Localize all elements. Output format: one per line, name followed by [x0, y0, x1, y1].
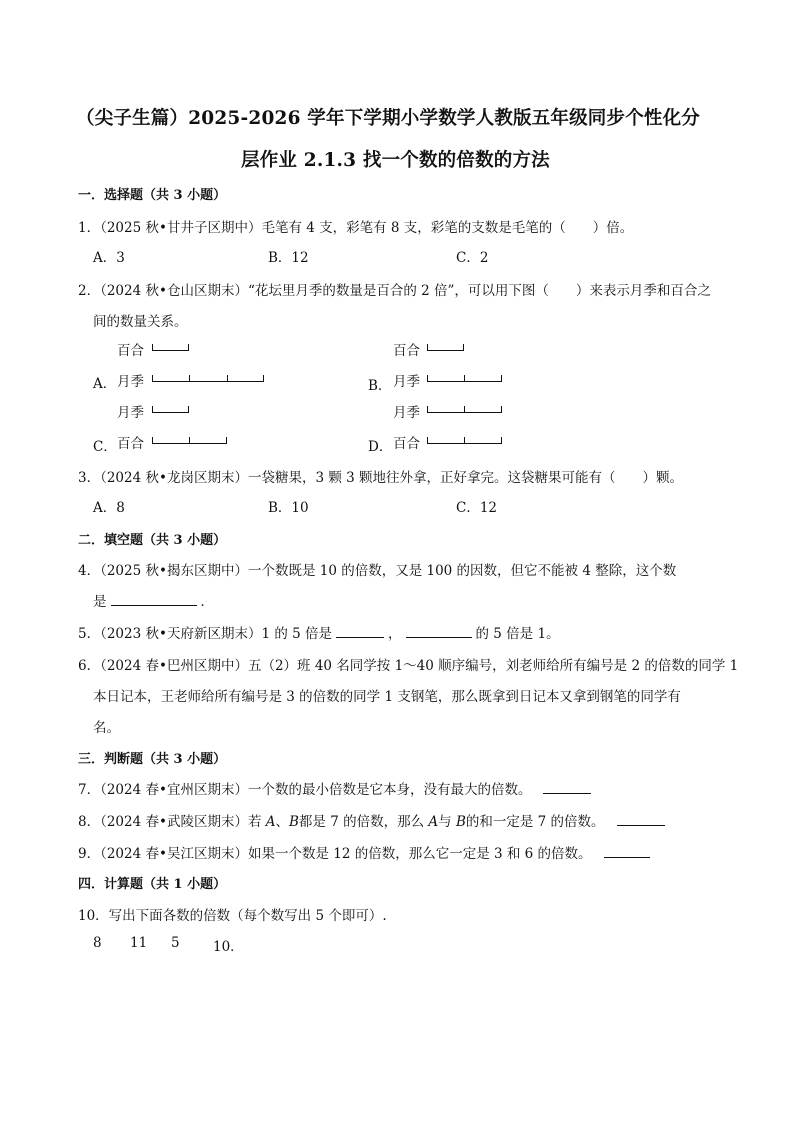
question-5-part2: ， [388, 626, 402, 642]
question-8-part5: 的和一定是 7 的倍数。 [465, 814, 605, 830]
question-6-text-line1: 6．（2024 春•巴州区期中）五（2）班 40 名同学按 1～40 顺序编号，刘老师给所有编号是 2 的倍数的同学 1 [78, 658, 739, 674]
question-6-text-line2: 本日记本，王老师给所有编号是 3 的倍数的同学 1 支钢笔，那么既拿到日记本又拿到钢笔的同学有 [93, 689, 681, 705]
question-2-text-line1: 2．（2024 秋•仓山区期末）“花坛里月季的数量是百合的 2 倍”，可以用下图（ ）来表示月季和百合之 [78, 283, 711, 299]
question-1-option-c: C．2 [456, 250, 489, 266]
option-a-rose-bar [152, 374, 264, 382]
question-8-answer-blank[interactable] [617, 813, 665, 826]
question-2-text-line2: 间的数量关系。 [93, 314, 188, 330]
question-3-option-b: B．10 [268, 500, 309, 516]
question-4-text-line2 [93, 590, 214, 610]
question-8-part4: 与 [438, 814, 456, 830]
option-b-lily-label: 百合 [393, 343, 420, 359]
question-10-text: 10．写出下面各数的倍数（每个数写出 5 个即可）. [78, 908, 387, 924]
option-d-rose-label: 月季 [393, 405, 420, 421]
question-9-statement: 9．（2024 春•吴江区期末）如果一个数是 12 的倍数，那么它一定是 3 和 6 的倍数。 [78, 846, 592, 862]
question-1-option-b: B．12 [268, 250, 309, 266]
option-d-label: D． [368, 439, 393, 455]
question-10-number-3: 5 [171, 935, 180, 951]
option-c-label: C． [93, 439, 117, 455]
option-c-lily-bar [152, 436, 227, 444]
section-heading-judge: 三．判断题（共 3 小题） [78, 752, 227, 767]
question-8-part3: 都是 7 的倍数，那么 [298, 814, 429, 830]
question-9-text [78, 842, 654, 862]
option-c-rose-bar [152, 405, 189, 413]
question-4-text-line1: 4．（2025 秋•揭东区期中）一个数既是 10 的倍数，又是 100 的因数，但它不能被 4 整除，这个数 [78, 563, 677, 579]
question-4-answer-blank[interactable] [111, 593, 197, 606]
question-3-option-a: A．8 [93, 500, 125, 516]
option-d-lily-label: 百合 [393, 436, 420, 452]
option-a-label: A． [93, 376, 117, 392]
question-8-part2: 、 [275, 814, 289, 830]
question-3-option-c: C．12 [456, 500, 498, 516]
question-8-part1: 8．（2024 春•武陵区期末）若 [78, 814, 266, 830]
question-10-number-4: 10． [213, 939, 244, 955]
question-7-answer-blank[interactable] [543, 781, 591, 794]
question-5-text [78, 622, 560, 642]
question-5-part3: 的 5 倍是 1。 [475, 626, 560, 642]
variable-b-2: B [455, 814, 466, 830]
question-7-statement: 7．（2024 春•宜州区期末）一个数的最小倍数是它本身，没有最大的倍数。 [78, 782, 532, 798]
variable-a: A [265, 814, 276, 830]
option-c-rose-label: 月季 [117, 405, 144, 421]
question-1-text: 1．（2025 秋•甘井子区期中）毛笔有 4 支，彩笔有 8 支，彩笔的支数是毛笔的（ ）倍。 [78, 220, 634, 236]
option-d-rose-bar [427, 405, 502, 413]
option-b-rose-label: 月季 [393, 374, 420, 390]
question-1-option-a: A．3 [93, 250, 125, 266]
question-4-prefix: 是 [93, 594, 107, 610]
question-8-text [78, 810, 669, 830]
option-a-lily-bar [152, 343, 189, 351]
option-a-rose-label: 月季 [117, 374, 144, 390]
variable-b: B [289, 814, 299, 830]
page-title-line1: （尖子生篇）2025-2026 学年下学期小学数学人教版五年级同步个性化分 [76, 108, 700, 129]
question-9-answer-blank[interactable] [604, 845, 650, 858]
question-10-number-2: 11 [130, 935, 148, 951]
question-10-number-1: 8 [93, 935, 102, 951]
variable-a-2: A [428, 814, 439, 830]
option-b-lily-bar [427, 343, 464, 351]
page-title-line2: 层作业 2.1.3 找一个数的倍数的方法 [241, 150, 550, 171]
section-heading-fill: 二．填空题（共 3 小题） [78, 533, 227, 548]
question-5-answer-blank-2[interactable] [406, 625, 472, 638]
option-b-rose-bar [427, 374, 502, 382]
question-6-text-line3: 名。 [93, 720, 120, 736]
option-c-lily-label: 百合 [117, 436, 144, 452]
section-heading-calc: 四．计算题（共 1 小题） [78, 877, 227, 892]
question-3-text: 3．（2024 秋•龙岗区期末）一袋糖果，3 颗 3 颗地往外拿，正好拿完。这袋糖果可能有（ ）颗。 [78, 470, 684, 486]
option-b-label: B． [368, 378, 392, 394]
section-heading-choice: 一．选择题（共 3 小题） [78, 188, 227, 203]
question-5-answer-blank-1[interactable] [336, 625, 384, 638]
question-7-text [78, 778, 595, 798]
option-a-lily-label: 百合 [117, 343, 144, 359]
option-d-lily-bar [427, 436, 502, 444]
question-4-suffix: ． [200, 594, 214, 610]
question-5-part1: 5．（2023 秋•天府新区期末）1 的 5 倍是 [78, 626, 333, 642]
